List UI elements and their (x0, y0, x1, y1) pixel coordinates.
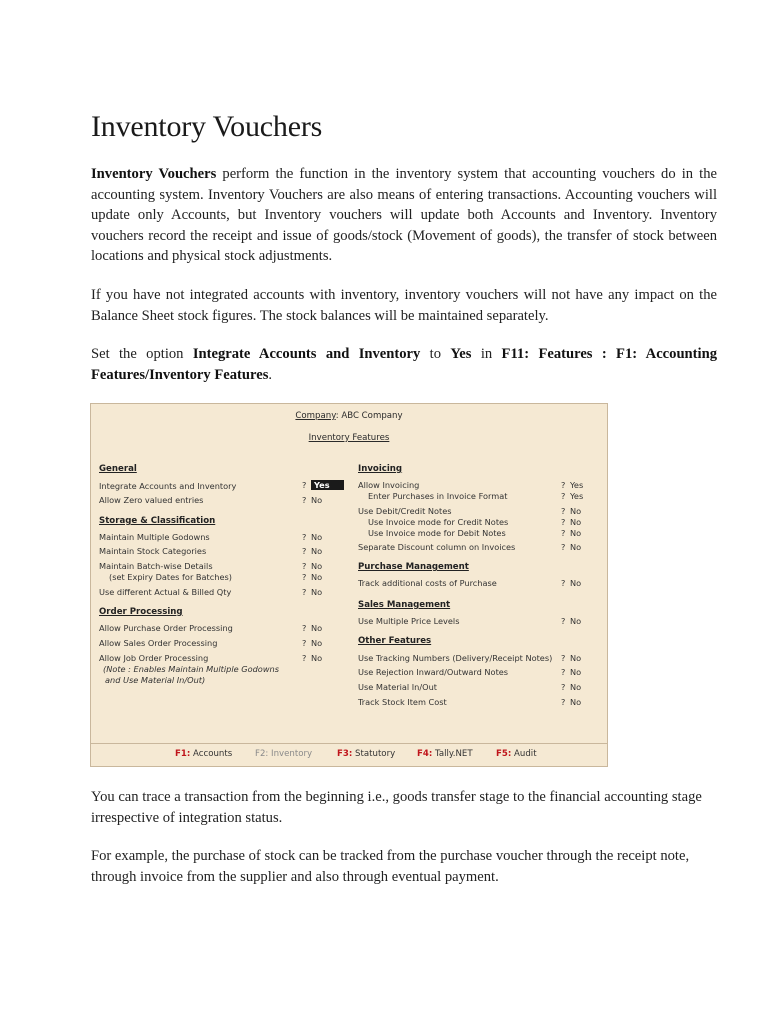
value-tracking-numbers[interactable] (561, 653, 581, 663)
option-separate-discount[interactable]: Separate Discount column on Invoices (358, 542, 516, 552)
value-text: No (570, 667, 582, 677)
section-sales-management: Sales Management (358, 600, 451, 610)
value-text: No (311, 532, 323, 542)
value-text: No (570, 697, 582, 707)
value-batch-details[interactable] (302, 561, 322, 571)
q-mark: ? (302, 623, 307, 633)
q-mark: ? (561, 542, 566, 552)
fkey-accounts[interactable] (175, 749, 232, 759)
value-actual-billed[interactable] (302, 587, 322, 597)
text-run: in (471, 346, 502, 362)
q-mark: ? (561, 517, 566, 527)
paragraph-trace: You can trace a transaction from the beginning i.e., goods transfer stage to the financial accounting stage irrespective of integration status. (91, 789, 702, 826)
q-mark: ? (561, 491, 566, 501)
value-text: No (570, 517, 582, 527)
q-mark: ? (302, 561, 307, 571)
option-debit-credit[interactable]: Use Debit/Credit Notes (358, 506, 452, 516)
fkey-tally-net[interactable] (417, 749, 473, 759)
value-stock-categories[interactable] (302, 546, 322, 556)
value-integrate-accounts[interactable] (302, 480, 344, 490)
option-rejection-notes[interactable]: Use Rejection Inward/Outward Notes (358, 667, 509, 677)
value-allow-invoicing[interactable] (561, 480, 583, 490)
job-order-note-line1: (Note : Enables Maintain Multiple Godowns (103, 664, 279, 674)
value-text: No (311, 495, 323, 505)
section-storage: Storage & Classification (99, 516, 216, 526)
value-text: No (570, 616, 582, 626)
q-mark: ? (561, 528, 566, 538)
option-actual-billed[interactable]: Use different Actual & Billed Qty (99, 587, 232, 597)
q-mark: ? (561, 682, 566, 692)
value-text: No (570, 682, 582, 692)
option-material-in-out[interactable]: Use Material In/Out (358, 682, 437, 692)
value-text: No (311, 638, 323, 648)
inventory-features-screenshot (90, 403, 608, 767)
fkey-code: F1: (175, 749, 191, 759)
option-batch-details[interactable]: Maintain Batch-wise Details (99, 561, 213, 571)
text-run: . (268, 366, 273, 383)
value-text: No (311, 561, 323, 571)
fkey-label: Inventory (271, 749, 313, 759)
screen-title: Inventory Features (308, 433, 390, 443)
paragraph-intro (91, 164, 717, 267)
fkey-code: F5: (496, 749, 512, 759)
value-text: No (570, 528, 582, 538)
option-zero-valued[interactable]: Allow Zero valued entries (99, 495, 204, 505)
option-allow-invoicing[interactable]: Allow Invoicing (358, 480, 420, 490)
option-sales-order[interactable]: Allow Sales Order Processing (99, 638, 218, 648)
section-other-features: Other Features (358, 636, 432, 646)
value-price-levels[interactable] (561, 616, 581, 626)
text-run-bold: F11: Features : F1: Accounting Features/Inventory Features (91, 346, 718, 383)
fkey-audit[interactable] (496, 749, 537, 759)
option-integrate-accounts[interactable]: Integrate Accounts and Inventory (99, 481, 237, 491)
q-mark: ? (302, 653, 307, 663)
paragraph-example: For example, the purchase of stock can be tracked from the purchase voucher through the receipt note, through invoice from the supplier and also through eventual payment. (91, 848, 690, 885)
intro-body: perform the function in the inventory system that accounting vouchers do in the accounting system. Inventory Vouchers are also means of entering transactions. Accounting vouchers will update only Accounts, but Inventory vouchers will update both Accounts and Inventory. Inventory vouchers record the receipt and issue of goods/stock (Movement of goods), the transfer of stock between locations and physical stock adjustments. (91, 166, 717, 265)
text-run-bold: Integrate Accounts and Inventory (192, 346, 421, 362)
text-run-bold: Yes (450, 346, 472, 362)
option-price-levels[interactable]: Use Multiple Price Levels (358, 616, 460, 626)
value-text: No (570, 506, 582, 516)
section-invoicing: Invoicing (358, 464, 403, 474)
fkey-label: Statutory (355, 749, 396, 759)
page-title: Inventory Vouchers (91, 110, 323, 143)
q-mark: ? (302, 638, 307, 648)
text-run: to (420, 346, 451, 362)
value-material-in-out[interactable] (561, 682, 581, 692)
option-purchase-order[interactable]: Allow Purchase Order Processing (99, 623, 233, 633)
q-mark: ? (302, 495, 307, 505)
value-godowns[interactable] (302, 532, 322, 542)
value-text: No (311, 587, 323, 597)
fkey-label: Tally.NET (435, 749, 473, 759)
section-purchase-management: Purchase Management (358, 562, 469, 572)
q-mark: ? (302, 572, 307, 582)
value-text: No (570, 578, 582, 588)
section-order-processing: Order Processing (99, 607, 183, 617)
option-expiry-dates[interactable]: (set Expiry Dates for Batches) (109, 572, 232, 582)
value-sales-order[interactable] (302, 638, 322, 648)
fkey-inventory[interactable] (255, 749, 312, 759)
fkey-label: Accounts (193, 749, 233, 759)
q-mark: ? (561, 480, 566, 490)
fkey-label: Audit (514, 749, 537, 759)
q-mark: ? (561, 653, 566, 663)
option-godowns[interactable]: Maintain Multiple Godowns (99, 532, 210, 542)
value-expiry-dates[interactable] (302, 572, 322, 582)
text-run: Set the option (91, 346, 193, 362)
value-enter-purchases[interactable] (561, 491, 583, 501)
option-tracking-numbers[interactable]: Use Tracking Numbers (Delivery/Receipt Notes) (358, 653, 553, 663)
value-text: Yes (570, 480, 584, 490)
selected-value: Yes (311, 480, 344, 490)
q-mark: ? (302, 532, 307, 542)
fkey-code: F4: (417, 749, 433, 759)
section-general: General (99, 464, 137, 474)
fkey-code: F2: (255, 749, 269, 759)
value-purchase-order[interactable] (302, 623, 322, 633)
option-invoice-debit[interactable]: Use Invoice mode for Debit Notes (368, 528, 506, 538)
value-item-cost[interactable] (561, 697, 581, 707)
value-track-costs[interactable] (561, 578, 581, 588)
value-separate-discount[interactable] (561, 542, 581, 552)
intro-lead: Inventory Vouchers (91, 166, 217, 182)
value-text: No (311, 653, 323, 663)
q-mark: ? (561, 667, 566, 677)
q-mark: ? (302, 546, 307, 556)
q-mark: ? (561, 578, 566, 588)
value-text: Yes (570, 491, 584, 501)
value-text: No (311, 546, 323, 556)
paragraph-set-option (91, 344, 717, 385)
value-text: No (570, 653, 582, 663)
value-text: No (570, 542, 582, 552)
value-text: No (311, 623, 323, 633)
job-order-note-line2: and Use Material In/Out) (105, 675, 206, 685)
option-track-costs[interactable]: Track additional costs of Purchase (358, 578, 497, 588)
value-zero-valued[interactable] (302, 495, 322, 505)
q-mark: ? (302, 587, 307, 597)
option-item-cost[interactable]: Track Stock Item Cost (358, 697, 447, 707)
option-stock-categories[interactable]: Maintain Stock Categories (99, 546, 207, 556)
value-job-order[interactable] (302, 653, 322, 663)
paragraph-integration: If you have not integrated accounts with inventory, inventory vouchers will not have any impact on the Balance Sheet stock figures. The stock balances will be maintained separately. (91, 287, 717, 324)
value-rejection-notes[interactable] (561, 667, 581, 677)
option-enter-purchases[interactable]: Enter Purchases in Invoice Format (368, 491, 508, 501)
company-header: Company: ABC Company (295, 411, 403, 421)
value-invoice-debit[interactable] (561, 528, 581, 538)
q-mark: ? (561, 616, 566, 626)
fkey-statutory[interactable] (337, 749, 395, 759)
company-label: Company (295, 411, 336, 421)
q-mark: ? (561, 506, 566, 516)
value-text: No (311, 572, 323, 582)
option-invoice-credit[interactable]: Use Invoice mode for Credit Notes (368, 517, 509, 527)
q-mark: ? (302, 480, 307, 490)
option-job-order[interactable]: Allow Job Order Processing (99, 653, 209, 663)
value-invoice-credit[interactable] (561, 517, 581, 527)
company-name: ABC Company (341, 411, 403, 421)
function-key-bar (91, 743, 607, 766)
fkey-code: F3: (337, 749, 353, 759)
q-mark: ? (561, 697, 566, 707)
value-debit-credit[interactable] (561, 506, 581, 516)
